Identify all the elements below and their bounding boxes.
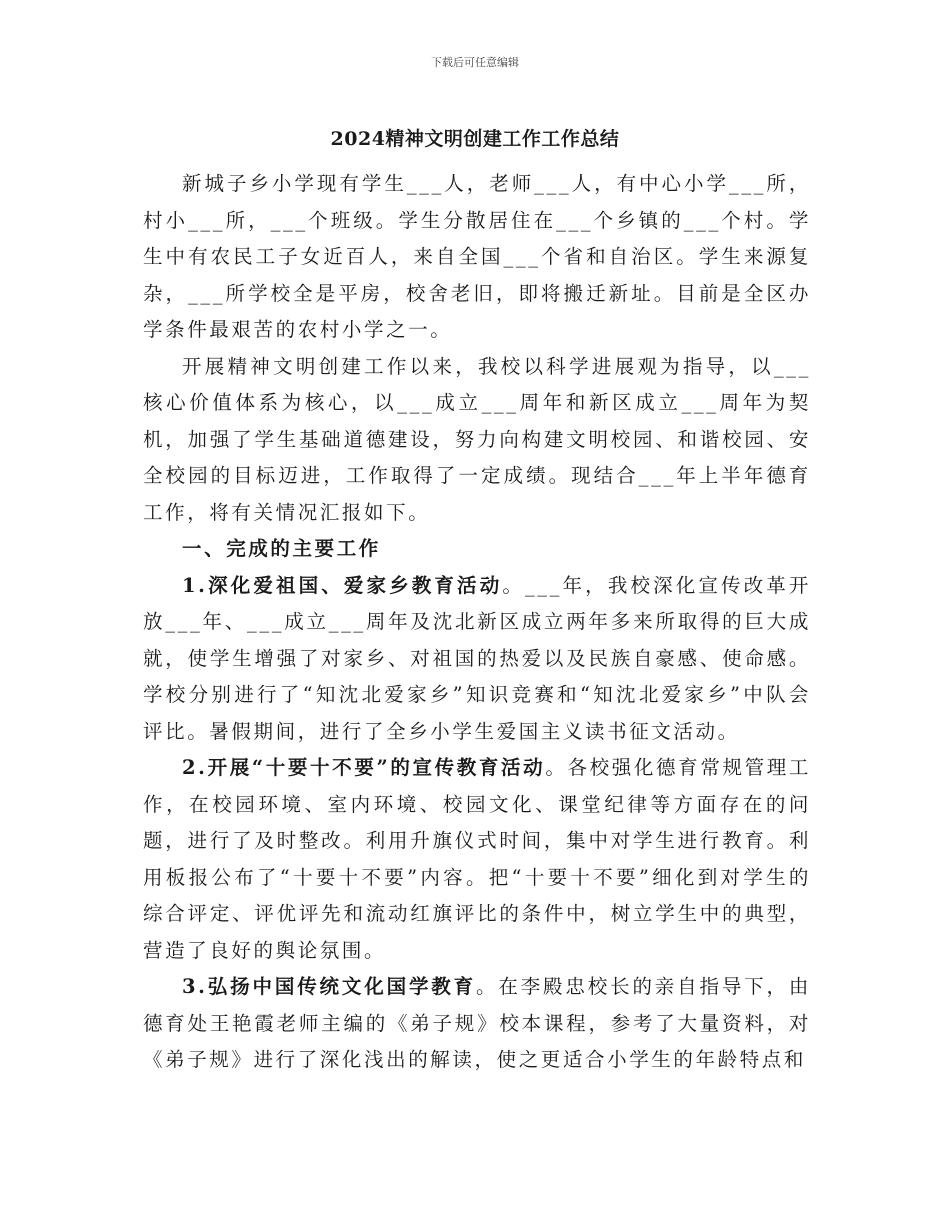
work-item-3: [143, 969, 811, 1079]
section-heading: 一、完成的主要工作: [182, 537, 381, 560]
document-title: 2024精神文明创建工作工作总结: [330, 128, 620, 150]
work-item-1-text: 。___年，我校深化宣传改革开放___年、___成立___周年及沈北新区成立两年多来所取得的巨大成就，使学生增强了对家乡、对祖国的热爱以及民族自豪感、使命感。学校分别进行了“知沈北爱家乡”知识竞赛和“知沈北爱家乡”中队会评比。暑假期间，进行了全乡小学生爱国主义读书征文活动。: [143, 573, 811, 743]
document-body: [143, 166, 811, 1079]
intro-paragraph: 新城子乡小学现有学生___人，老师___人，有中心小学___所，村小___所，___个班级。学生分散居住在___个乡镇的___个村。学生中有农民工子女近百人，来自全国___个省和自治区。学生来源复杂，___所学校全是平房，校舍老旧，即将搬迁新址。目前是全区办学条件最艰苦的农村小学之一。: [143, 172, 811, 341]
work-item-2: [143, 750, 811, 969]
page-header-note: 下载后可任意编辑: [431, 56, 519, 69]
work-item-2-text: 。各校强化德育常规管理工作，在校园环境、室内环境、校园文化、课堂纪律等方面存在的问题，进行了及时整改。利用升旗仪式时间，集中对学生进行教育。利用板报公布了“十要十不要”内容。把“十要十不要”细化到对学生的综合评定、评优评先和流动红旗评比的条件中，树立学生中的典型，营造了良好的舆论氛围。: [143, 756, 812, 962]
work-item-2-lead: 2.开展“十要十不要”的宣传教育活动: [182, 756, 546, 779]
work-item-3-text: 。在李殿忠校长的亲自指导下，由德育处王艳霞老师主编的《弟子规》校本课程，参考了大量资料，对《弟子规》进行了深化浅出的解读，使之更适合小学生的年龄特点和: [143, 975, 811, 1071]
overview-paragraph: 开展精神文明创建工作以来，我校以科学进展观为指导，以___核心价值体系为核心，以___成立___周年和新区成立___周年为契机，加强了学生基础道德建设，努力向构建文明校园、和谐校园、安全校园的目标迈进，工作取得了一定成绩。现结合___年上半年德育工作，将有关情况汇报如下。: [143, 354, 811, 524]
work-item-1: [143, 568, 811, 751]
work-item-1-lead: 1.深化爱祖国、爱家乡教育活动: [182, 573, 503, 597]
work-item-3-lead: 3.弘扬中国传统文化国学教育: [182, 975, 476, 998]
